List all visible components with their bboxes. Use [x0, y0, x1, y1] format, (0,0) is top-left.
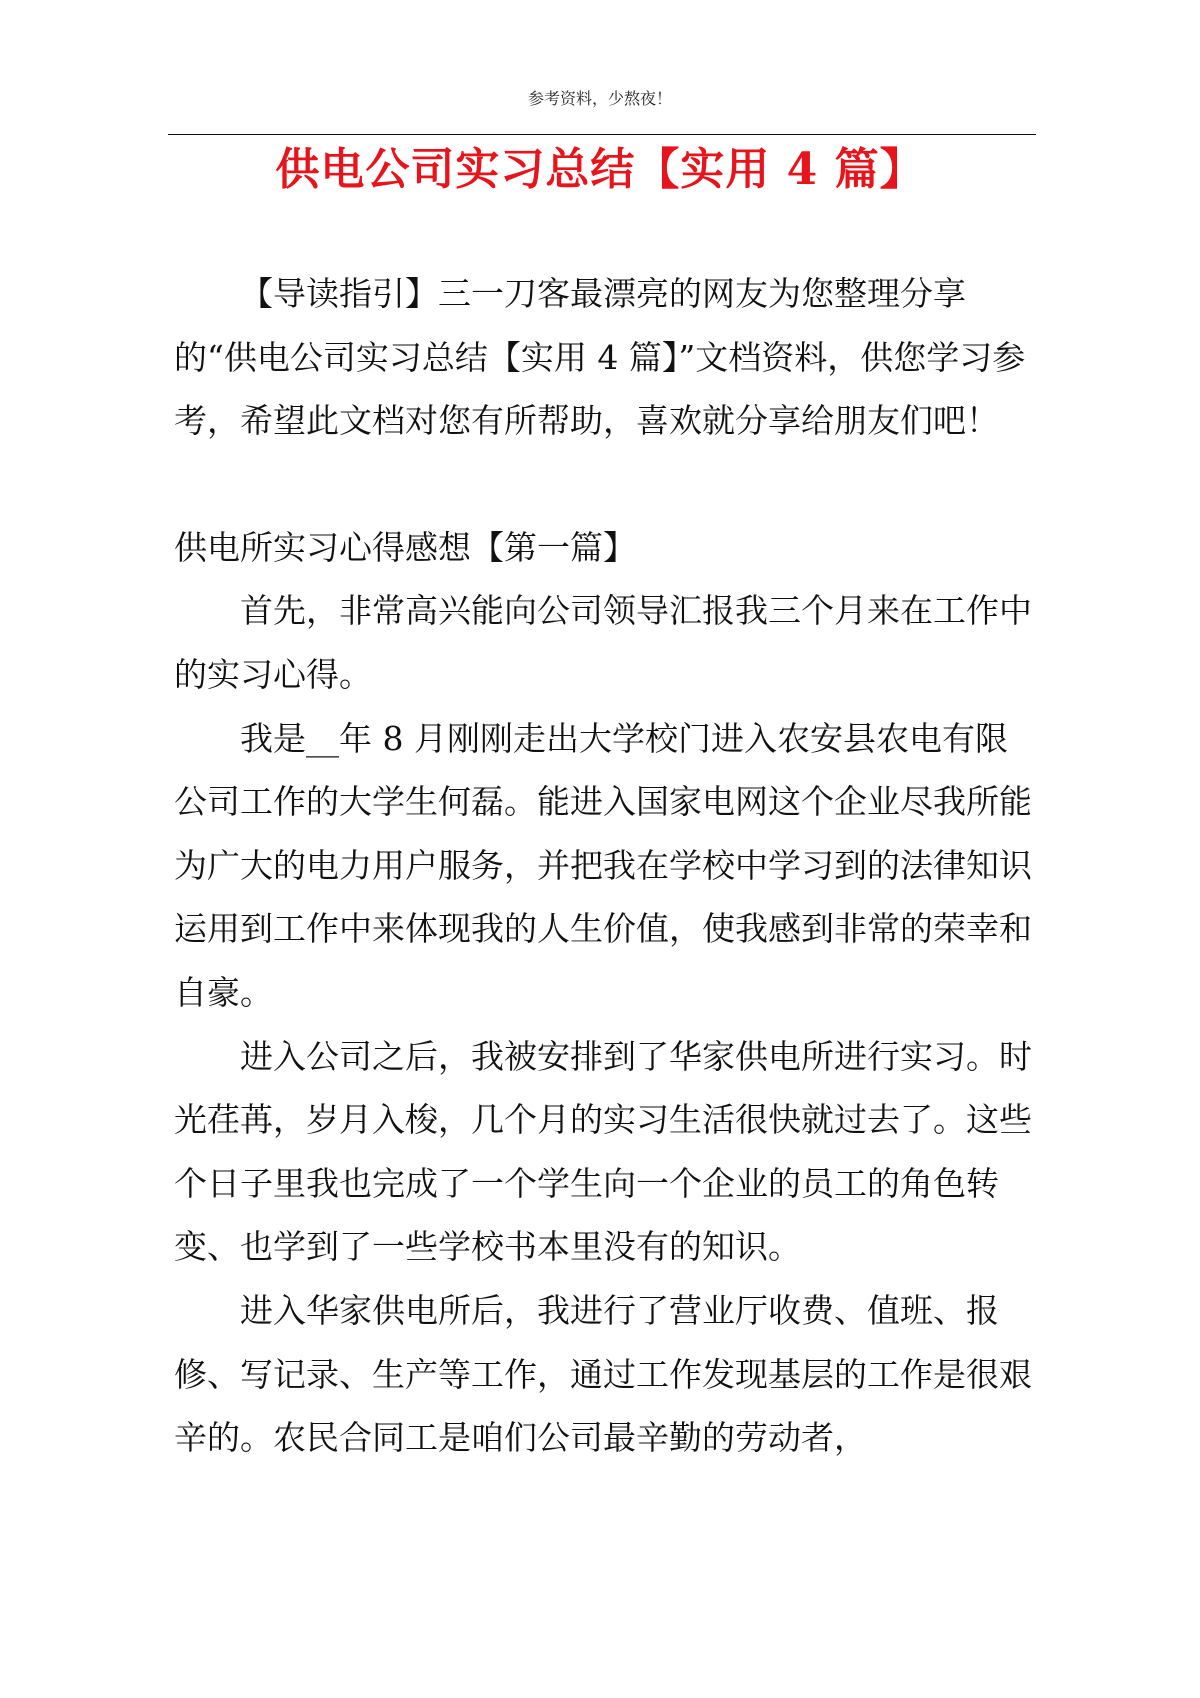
- body-paragraph: 进入公司之后，我被安排到了华家供电所进行实习。时光荏苒，岁月入梭，几个月的实习生活很快就过去了。这些个日子里我也完成了一个学生向一个企业的员工的角色转变、也学到了一些学校书本里没有的知识。: [174, 1036, 1032, 1267]
- section-heading: 供电所实习心得感想【第一篇】: [174, 527, 636, 567]
- body-paragraph: 我是__年 8 月刚刚走出大学校门进入农安县农电有限公司工作的大学生何磊。能进入国家电网这个企业尽我所能为广大的电力用户服务，并把我在学校中学习到的法律知识运用到工作中来体现我的人生价值，使我感到非常的荣幸和自豪。: [174, 718, 1032, 1012]
- header-divider: [168, 134, 1036, 135]
- document-body: [174, 262, 1032, 1470]
- body-paragraph: 首先，非常高兴能向公司领导汇报我三个月来在工作中的实习心得。: [174, 591, 1032, 694]
- intro-paragraph: 【导读指引】三一刀客最漂亮的网友为您整理分享的“供电公司实习总结【实用 4 篇】”文档资料，供您学习参考，希望此文档对您有所帮助，喜欢就分享给朋友们吧！: [174, 274, 1026, 441]
- header-note: 参考资料，少熬夜！: [527, 89, 672, 108]
- document-title: 供电公司实习总结【实用 4 篇】: [275, 144, 925, 195]
- body-paragraph: 进入华家供电所后，我进行了营业厅收费、值班、报修、写记录、生产等工作，通过工作发现基层的工作是很艰辛的。农民合同工是咱们公司最辛勤的劳动者，: [174, 1290, 1032, 1458]
